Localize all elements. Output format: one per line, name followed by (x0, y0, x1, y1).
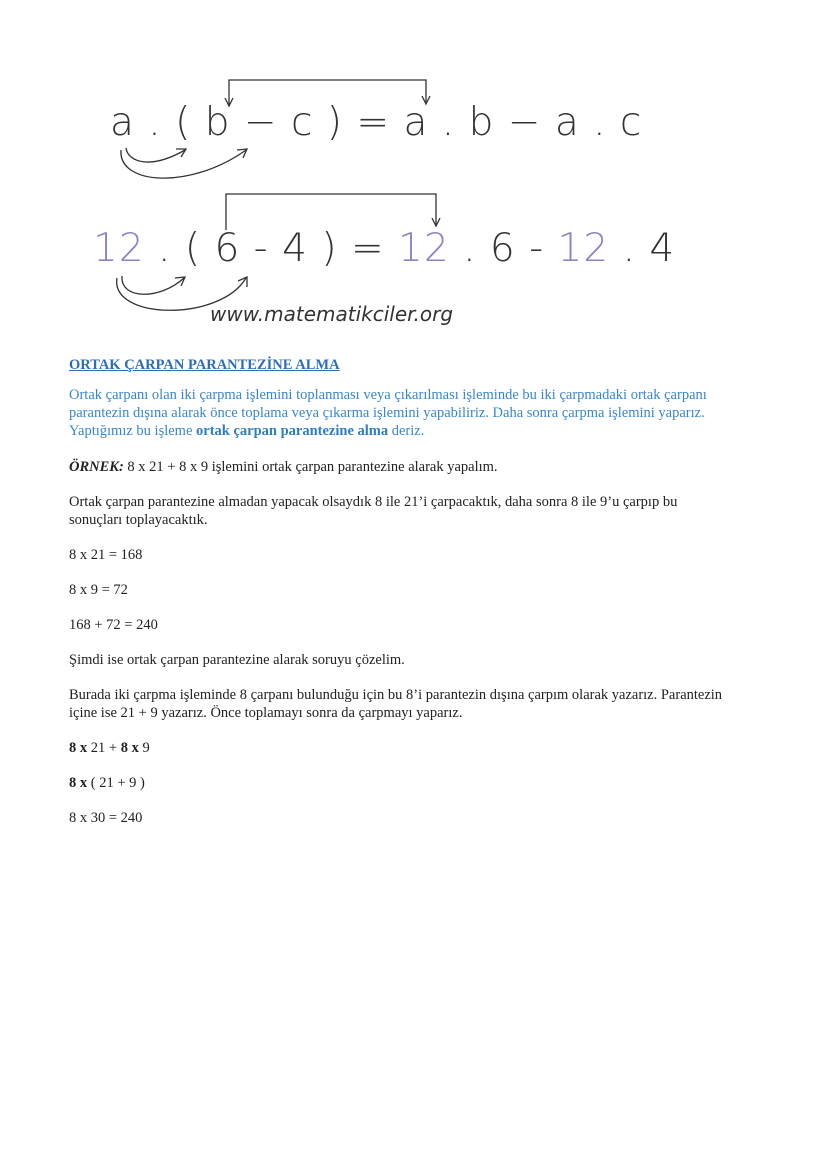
document-body (69, 356, 729, 844)
number-12: 12 (93, 226, 145, 271)
calc-line-3: 168 + 72 = 240 (69, 617, 158, 633)
example-label: ÖRNEK: (69, 459, 124, 475)
step-text: 9 (138, 740, 150, 756)
number-12: 12 (557, 226, 610, 271)
formula-part: 4 ) = (268, 226, 399, 271)
calc-line-1: 8 x 21 = 168 (69, 547, 143, 563)
formula-part: . ( b (134, 100, 244, 145)
section-heading: ORTAK ÇARPAN PARANTEZİNE ALMA (69, 357, 340, 373)
calc-line-2: 8 x 9 = 72 (69, 582, 128, 598)
step-text: ( 21 + 9 ) (87, 775, 145, 791)
step-line-1 (69, 739, 729, 757)
minus-sign: − (243, 100, 278, 145)
paragraph-1: Ortak çarpan parantezine almadan yapacak olsaydık 8 ile 21’i çarpacaktık, daha sonra 8 ile 9’u çarpıp bu sonuçları toplayacaktık. (69, 494, 678, 528)
intro-text-end: deriz. (388, 423, 425, 439)
bold-factor: 8 x (120, 740, 139, 756)
formula-general (110, 100, 642, 145)
minus-sign: - (253, 226, 269, 271)
formula-example (93, 226, 675, 271)
distributive-figure (0, 0, 828, 340)
paragraph-3: Burada iki çarpma işleminde 8 çarpanı bulunduğu için bu 8’i parantezin dışına çarpım olarak yazarız. Parantezin içine ise 21 + 9 yazarız. Önce toplamayı sonra da çarpmayı yaparız. (69, 687, 723, 721)
curve-arrowhead-1a (176, 149, 186, 157)
intro-text: Ortak çarpanı olan iki çarpma işlemini toplanması veya çıkarılması işleminde bu iki çarpmadaki ortak çarpanı parantezin dışına alarak önce toplama veya çıkarma işlemini yapabiliriz. Daha sonra çarpma işlemini yaparız. Yaptığımız bu işleme (69, 387, 707, 439)
minus-sign: − (507, 100, 542, 145)
website-watermark: www.matematikciler.org (210, 302, 454, 326)
formula-part: . ( 6 (144, 226, 254, 271)
formula-part: a . c (541, 100, 643, 145)
example-line (69, 458, 729, 476)
step-line-3: 8 x 30 = 240 (69, 810, 143, 826)
bold-factor: 8 x (69, 740, 88, 756)
formula-part: . 6 - (449, 226, 558, 271)
example-text: 8 x 21 + 8 x 9 işlemini ortak çarpan parantezine alarak yapalım. (123, 459, 498, 475)
step-text: 21 + (87, 740, 121, 756)
arrow-diagram (0, 0, 828, 340)
curve-arrow-1a (126, 148, 185, 162)
number-12: 12 (398, 226, 450, 271)
paragraph-2: Şimdi ise ortak çarpan parantezine alarak soruyu çözelim. (69, 652, 405, 668)
intro-bold-term: ortak çarpan parantezine alma (196, 423, 389, 439)
intro-paragraph (69, 386, 729, 440)
step-line-2 (69, 774, 729, 792)
curve-arrow-2a (122, 276, 184, 294)
var-a: a (110, 100, 135, 145)
formula-part: c ) = a . b (277, 100, 508, 145)
bracket-arrow-2 (226, 194, 436, 230)
bold-factor: 8 x (69, 775, 88, 791)
formula-part: . 4 (609, 226, 676, 271)
